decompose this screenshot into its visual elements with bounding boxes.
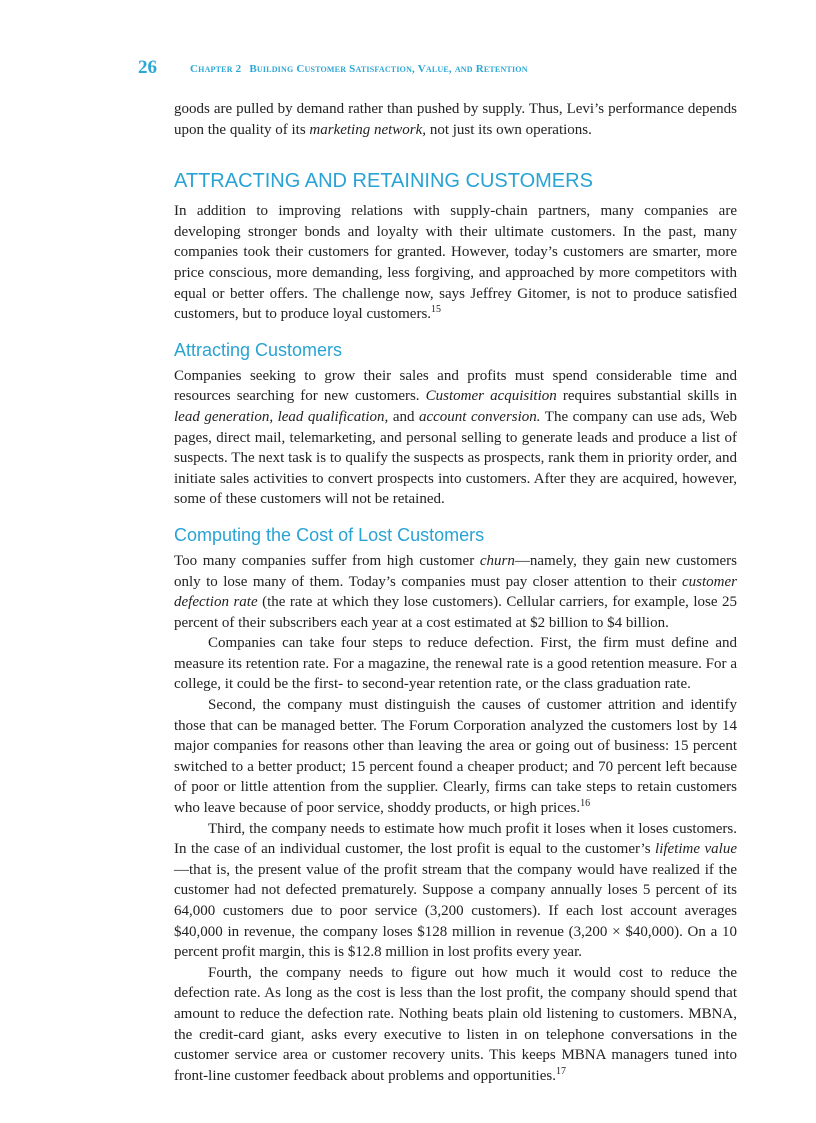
chapter-header bbox=[190, 63, 528, 75]
subsection-heading-attracting: Attracting Customers bbox=[174, 339, 343, 360]
steps-paragraph: Companies can take four steps to reduce defection. First, the firm must define and measure its retention rate. For a magazine, the renewal rate is a good retention measure. For a college, it could be the first- to second-year retention rate, or the class graduation rate. bbox=[174, 635, 737, 693]
page-number: 26 bbox=[138, 57, 157, 78]
footnote-ref: 16 bbox=[580, 798, 591, 810]
footnote-ref: 15 bbox=[431, 304, 442, 316]
running-head bbox=[138, 57, 758, 81]
section-heading: ATTRACTING AND RETAINING CUSTOMERS bbox=[174, 170, 593, 193]
churn-paragraph: Too many companies suffer from high customer churn—namely, they gain new customers only to lose many of them. Today’s companies must pay closer attention to their customer defection rate (the rate at which they lose customers). Cellular carriers, for example, lose 25 percent of their subscribers each year at a cost estimated at $2 billion to $4 billion. bbox=[174, 552, 738, 631]
subsection-heading-lost-customers: Computing the Cost of Lost Customers bbox=[174, 524, 485, 545]
intro-paragraph: goods are pulled by demand rather than pushed by supply. Thus, Levi’s performance depends upon the quality of its marketing network, not just its own operations. bbox=[174, 101, 737, 138]
lost-profit-paragraph: Third, the company needs to estimate how much profit it loses when it loses customers. In the case of an individual customer, the lost profit is equal to the customer’s lifetime value—that is, the present value of the profit stream that the company would have realized if the customer had not defected prematurely. Suppose a company annually loses 5 percent of its 64,000 customers due to poor service (3,200 customers). If each lost account averages $40,000 in revenue, the company loses $128 million in revenue (3,200 × $40,000). On a 10 percent profit margin, this is $12.8 million in lost profits every year. bbox=[174, 820, 738, 961]
footnote-ref: 17 bbox=[555, 1065, 566, 1077]
term-lifetime-value: lifetime value bbox=[655, 841, 738, 858]
reduce-defection-paragraph: Fourth, the company needs to figure out how much it would cost to reduce the defection rate. As long as the cost is less than the lost profit, the company should spend that amount to reduce the defection rate. Nothing beats plain old listening to customers. MBNA, the credit-card giant, asks every executive to listen in on telephone conversations in the customer service area or customer recovery units. This keeps MBNA managers tuned into front-line customer feedback about problems and opportunities.$^{17}$ bbox=[174, 964, 737, 1084]
causes-paragraph: Second, the company must distinguish the causes of customer attrition and identify those that can be managed better. The Forum Corporation analyzed the customers lost by 14 major companies for reasons other than leaving the area or going out of business: 15 percent switched to a better product; 15 percent found a cheaper product; and 70 percent left because of poor or little attention from the supplier. Clearly, firms can take steps to retain customers who leave because of poor service, shoddy products, or high prices.$^{16}$ bbox=[174, 697, 737, 817]
term-marketing-network: marketing network, bbox=[309, 121, 427, 138]
section-paragraph: In addition to improving relations with supply-chain partners, many companies are developing stronger bonds and loyalty with their ultimate customers. In the past, many companies took their customers for granted. However, today’s customers are smarter, more price conscious, more demanding, less forgiving, and approached by more competitors with equal or better offers. The challenge now, says Jeffrey Gitomer, is not to produce satisfied customers, but to produce loyal customers.$^{15}$ bbox=[174, 203, 737, 323]
attracting-paragraph: Companies seeking to grow their sales and profits must spend considerable time and resources searching for new customers. Customer acquisition requires substantial skills in lead generation, lead qualification, and account conversion. The company can use ads, Web pages, direct mail, telemarketing, and personal selling to generate leads and produce a list of suspects. The next task is to qualify the suspects as prospects, rank them in priority order, and initiate sales activities to convert prospects into customers. After they are acquired, however, some of these customers will not be retained. bbox=[174, 367, 737, 508]
chapter-title: Building Customer Satisfaction, Value, and Retention bbox=[249, 63, 528, 75]
term-lead-generation: lead generation, lead qualification, bbox=[174, 408, 389, 425]
page-body bbox=[174, 99, 737, 1086]
term-defection-rate: customer defection rate bbox=[174, 573, 737, 611]
term-churn: churn bbox=[479, 552, 515, 569]
term-account-conversion: account conversion. bbox=[418, 408, 541, 425]
term-customer-acquisition: Customer acquisition bbox=[425, 388, 557, 405]
chapter-label: Chapter 2 bbox=[190, 63, 242, 75]
